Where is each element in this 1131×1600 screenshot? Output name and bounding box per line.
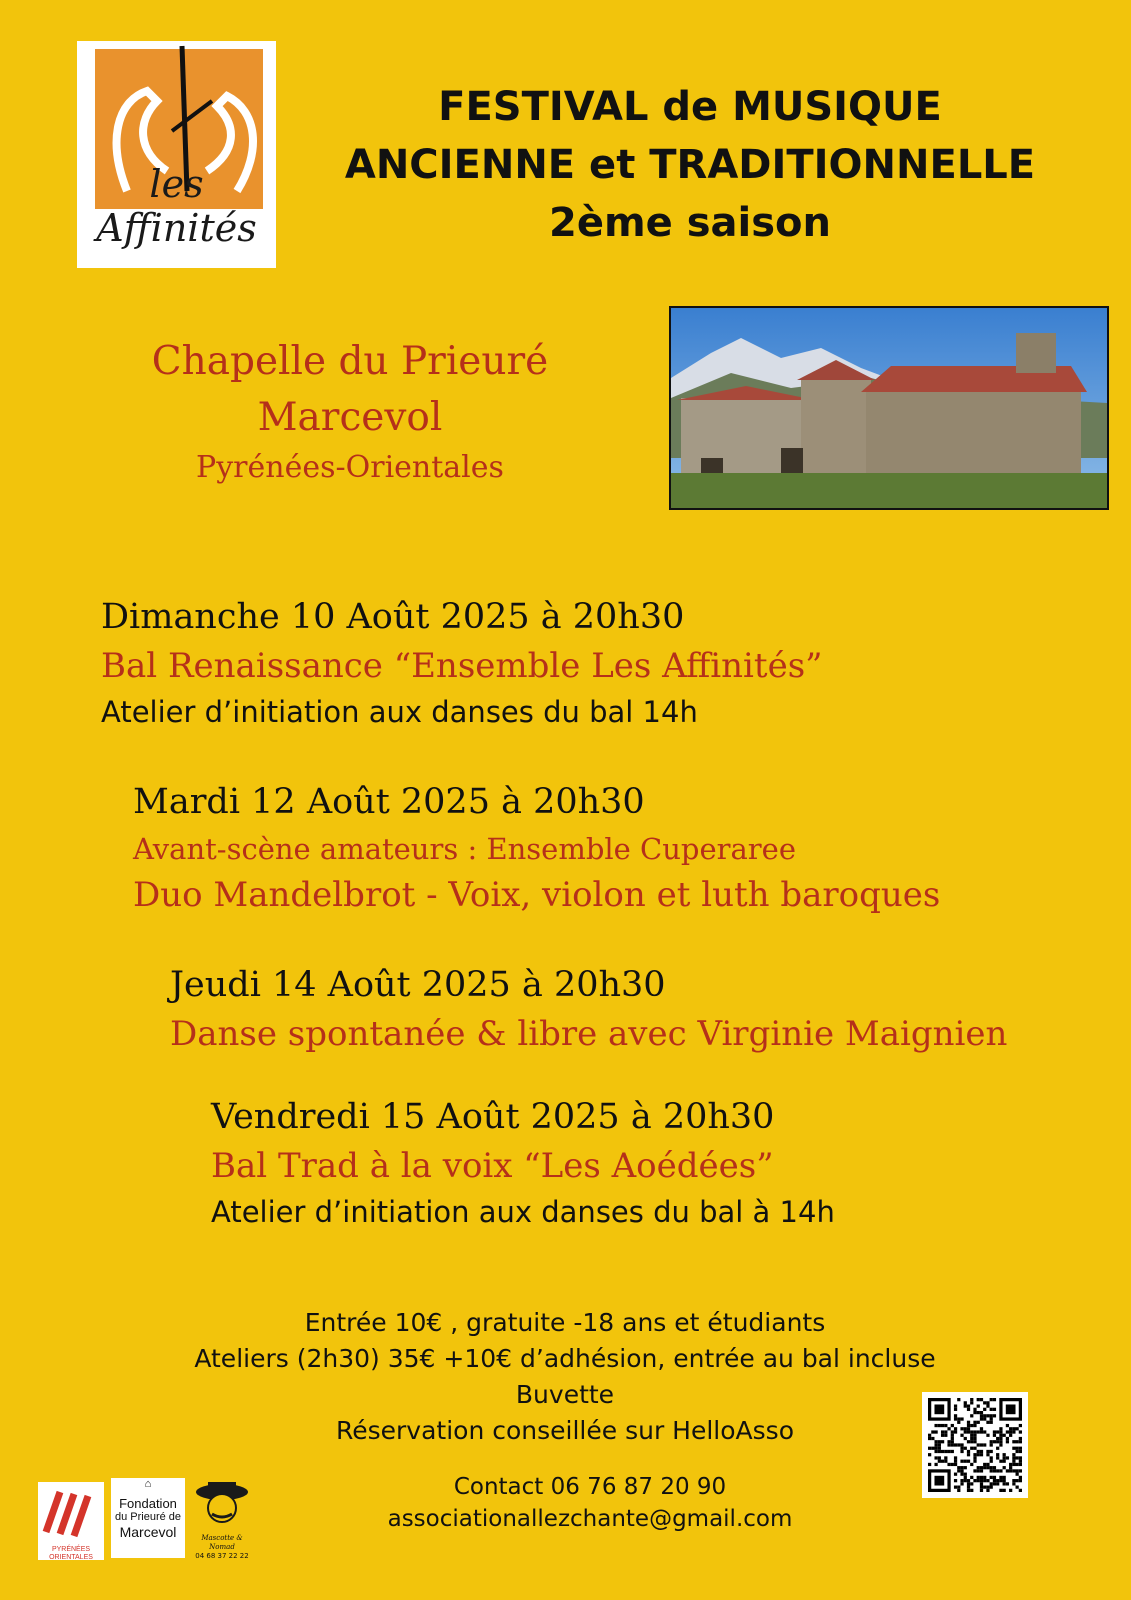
fondation-line-1: Fondation <box>119 1496 177 1511</box>
event-1 <box>101 592 823 734</box>
title-line-1: FESTIVAL de MUSIQUE <box>438 84 942 130</box>
qr-code-graphic <box>928 1398 1022 1492</box>
event-4-workshop: Atelier d’initiation aux danses du bal à 14h <box>211 1195 835 1229</box>
title-line-3: 2ème saison <box>549 200 831 246</box>
venue-block <box>90 334 610 490</box>
event-2-date: Mardi 12 Août 2025 à 20h30 <box>133 782 645 822</box>
event-4-date: Vendredi 15 Août 2025 à 20h30 <box>211 1097 775 1137</box>
event-1-workshop: Atelier d’initiation aux danses du bal 14h <box>101 695 698 729</box>
festival-title <box>280 78 1100 252</box>
chapel-icon: ⌂ <box>144 1478 152 1490</box>
venue-name: Chapelle du Prieuré <box>151 339 549 384</box>
character-icon <box>190 1478 254 1530</box>
mm-name: Mascotte & Nomad <box>201 1534 243 1551</box>
event-3 <box>170 960 1007 1058</box>
chapel-photo-illustration <box>671 308 1107 508</box>
event-4 <box>211 1092 835 1234</box>
venue-region: Pyrénées-Orientales <box>196 450 504 485</box>
event-1-title: Bal Renaissance “Ensemble Les Affinités” <box>101 646 823 686</box>
po-label: PYRÉNÉES ORIENTALES <box>49 1546 93 1561</box>
fondation-prieure-logo <box>111 1478 185 1558</box>
event-1-date: Dimanche 10 Août 2025 à 20h30 <box>101 597 685 637</box>
event-2-opening: Avant-scène amateurs : Ensemble Cuperaree <box>133 832 796 866</box>
price-entry: Entrée 10€ , gratuite -18 ans et étudiants <box>304 1308 826 1337</box>
event-4-title: Bal Trad à la voix “Les Aoédées” <box>211 1146 774 1186</box>
title-line-2: ANCIENNE et TRADITIONNELLE <box>344 142 1036 188</box>
contact-phone: Contact 06 76 87 20 90 <box>453 1474 727 1500</box>
event-2-title: Duo Mandelbrot - Voix, violon et luth baroques <box>133 875 941 915</box>
chapel-photo <box>669 306 1109 510</box>
mascotte-nomad-logo <box>190 1478 254 1558</box>
practical-info <box>90 1305 1040 1449</box>
event-3-date: Jeudi 14 Août 2025 à 20h30 <box>170 965 666 1005</box>
event-2 <box>133 777 940 919</box>
booking-info: Réservation conseillée sur HelloAsso <box>335 1416 794 1445</box>
les-affinites-logo <box>77 41 276 268</box>
venue-town: Marcevol <box>257 395 443 440</box>
bar-info: Buvette <box>515 1380 615 1409</box>
contact-block <box>290 1471 890 1535</box>
contact-email[interactable]: associationallezchante@gmail.com <box>387 1506 793 1532</box>
fondation-line-2: du Prieuré de <box>114 1511 182 1523</box>
pyrenees-orientales-logo <box>38 1482 104 1560</box>
price-workshops: Ateliers (2h30) 35€ +10€ d’adhésion, entrée au bal incluse <box>194 1344 936 1373</box>
qr-code-icon[interactable] <box>922 1392 1028 1498</box>
fondation-line-3: Marcevol <box>119 1524 177 1540</box>
event-3-title: Danse spontanée & libre avec Virginie Maignien <box>170 1014 1008 1054</box>
catalan-stripes-icon <box>38 1482 104 1542</box>
logo-text: les Affinités <box>96 162 257 250</box>
mm-phone: 04 68 37 22 22 <box>195 1552 249 1560</box>
